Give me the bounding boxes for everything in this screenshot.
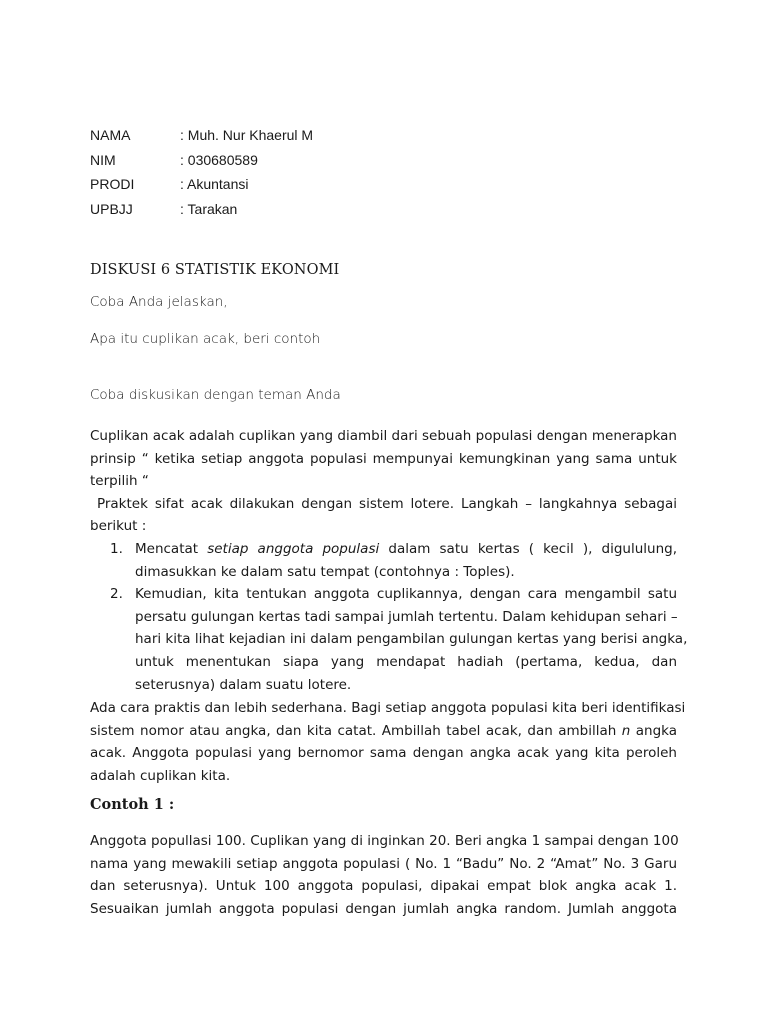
identity-value: : 030680589 (180, 151, 258, 168)
text-run: sistem nomor atau angka, dan kita catat. Ambillah tabel acak, dan ambillah (90, 722, 622, 739)
paragraph-line (135, 538, 677, 561)
identity-row-prodi (90, 176, 313, 201)
paragraph-line: hari kita lihat kejadian ini dalam pengambilan gulungan kertas yang berisi angka, (135, 631, 688, 648)
paragraph-line: Cuplikan acak adalah cuplikan yang diambil dari sebuah populasi dengan menerapkan (90, 428, 677, 444)
paragraph-example (90, 830, 677, 920)
paragraph-line: persatu gulungan kertas tadi sampai jumlah tertentu. Dalam kehidupan sehari – (135, 608, 678, 625)
paragraph-line: adalah cuplikan kita. (90, 767, 231, 784)
paragraph-line: dimasukkan ke dalam satu tempat (contohnya : Toples). (135, 563, 515, 580)
identity-label: NAMA (90, 127, 131, 143)
paragraph-line: berikut : (90, 518, 147, 535)
text-run: dalam satu kertas ( kecil ), digululung, (379, 541, 677, 557)
paragraph-line: Ada cara praktis dan lebih sederhana. Bagi setiap anggota populasi kita beri identifikasi (90, 700, 686, 716)
paragraph-line: Praktek sifat acak dilakukan dengan sistem lotere. Langkah – langkahnya sebagai (90, 495, 677, 512)
emphasis-text: n (621, 722, 631, 739)
paragraph-line: Anggota popullasi 100. Cuplikan yang di inginkan 20. Beri angka 1 sampai dengan 100 (90, 833, 679, 849)
paragraph-line: untuk menentukan siapa yang mendapat hadiah (pertama, kedua, dan (135, 653, 677, 670)
identity-label: NIM (90, 151, 116, 168)
identity-row-nama (90, 127, 313, 152)
steps-list (90, 538, 688, 696)
example-heading: Contoh 1 : (90, 796, 175, 813)
list-item (90, 583, 688, 696)
identity-label: PRODI (90, 176, 135, 192)
paragraph-line: Kemudian, kita tentukan anggota cuplikannya, dengan cara mengambil satu (135, 586, 677, 603)
list-number: 1. (110, 541, 123, 557)
paragraph-line (90, 720, 677, 743)
list-number: 2. (110, 586, 123, 603)
prompt-line: Coba diskusikan dengan teman Anda (90, 387, 341, 403)
list-item (90, 538, 677, 583)
paragraph-definition (90, 425, 677, 538)
paragraph-line: acak. Anggota populasi yang bernomor sama dengan angka acak yang kita peroleh (90, 745, 677, 762)
identity-value: : Tarakan (180, 200, 238, 217)
identity-value: : Muh. Nur Khaerul M (180, 127, 314, 143)
paragraph-practical (90, 697, 686, 787)
text-run: Mencatat (135, 541, 208, 557)
paragraph-line: terpilih “ (90, 473, 149, 490)
prompt-line: Apa itu cuplikan acak, beri contoh (90, 331, 321, 347)
identity-row-upbjj (90, 201, 313, 226)
paragraph-line: seterusnya) dalam suatu lotere. (135, 676, 352, 693)
paragraph-line: Sesuaikan jumlah anggota populasi dengan jumlah angka random. Jumlah anggota (90, 900, 677, 917)
text-run: angka (630, 722, 677, 739)
document-title: DISKUSI 6 STATISTIK EKONOMI (90, 262, 340, 278)
identity-row-nim (90, 152, 313, 177)
identity-table (90, 127, 313, 225)
identity-label: UPBJJ (90, 200, 133, 217)
prompt-line: Coba Anda jelaskan, (90, 294, 228, 310)
paragraph-line: nama yang mewakili setiap anggota populasi ( No. 1 “Badu” No. 2 “Amat” No. 3 Garu (90, 855, 677, 872)
paragraph-line: prinsip “ ketika setiap anggota populasi mempunyai kemungkinan yang sama untuk (90, 450, 677, 467)
identity-value: : Akuntansi (180, 176, 249, 192)
emphasis-text: setiap anggota populasi (207, 541, 380, 557)
paragraph-line: dan seterusnya). Untuk 100 anggota populasi, dipakai empat blok angka acak 1. (90, 878, 677, 895)
